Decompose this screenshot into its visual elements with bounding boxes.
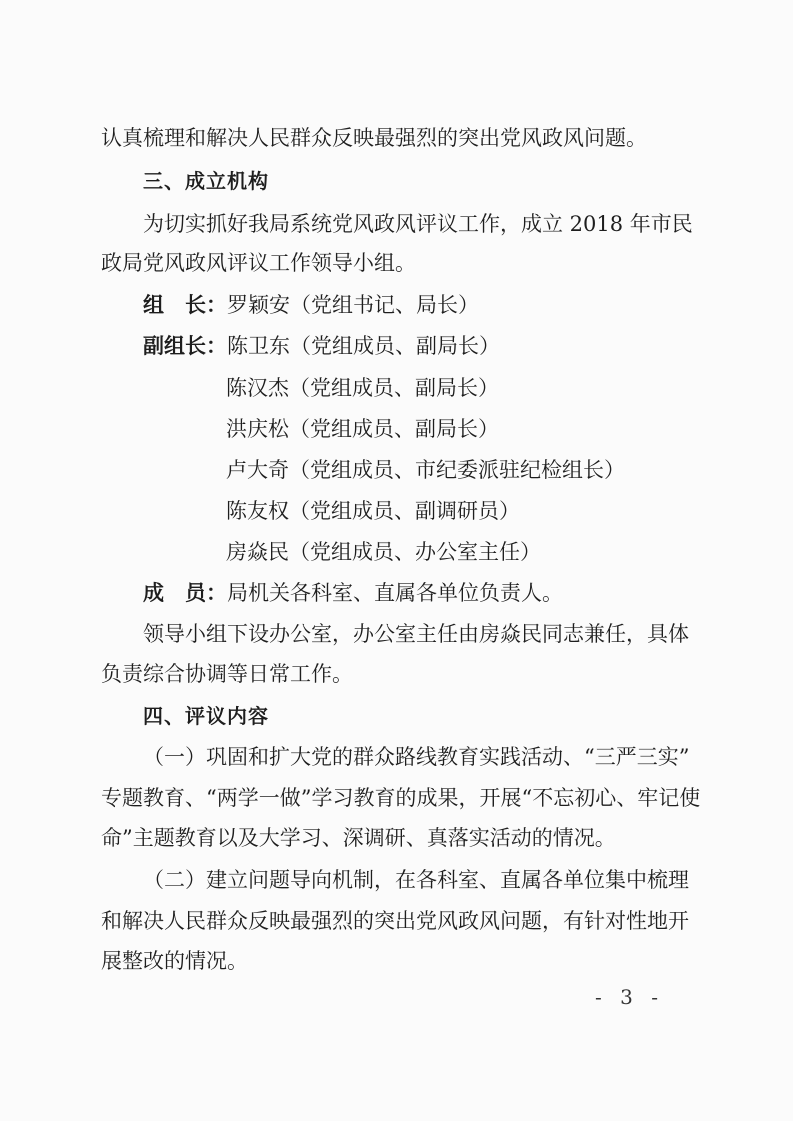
deputy-member: 卢大奇（党组成员、市纪委派驻纪检组长） [226, 458, 625, 482]
paragraph-line: 负责综合协调等日常工作。 [101, 662, 353, 686]
deputy-value: 陈卫东（党组成员、副局长） [227, 334, 500, 358]
paragraph-line: 展整改的情况。 [101, 949, 248, 973]
leader-label: 组 长： [143, 293, 227, 317]
member-value: 局机关各科室、直属各单位负责人。 [227, 581, 563, 605]
deputy-row [143, 331, 500, 361]
deputy-member: 陈友权（党组成员、副调研员） [226, 499, 520, 523]
member-label: 成 员： [143, 581, 227, 605]
paragraph-line: 命”主题教育以及大学习、深调研、真落实活动的情况。 [101, 826, 616, 850]
paragraph-line: 和解决人民群众反映最强烈的突出党风政风问题，有针对性地开 [101, 909, 689, 933]
paragraph-line: 认真梳理和解决人民群众反映最强烈的突出党风政风问题。 [101, 126, 647, 150]
paragraph-line: （一）巩固和扩大党的群众路线教育实践活动、“三严三实” [143, 745, 690, 769]
deputy-member: 陈汉杰（党组成员、副局长） [226, 376, 499, 400]
leader-row [143, 290, 479, 320]
deputy-label: 副组长： [143, 334, 227, 358]
paragraph-line: 为切实抓好我局系统党风政风评议工作，成立 2018 年市民 [143, 212, 693, 236]
section-heading-3: 三、成立机构 [143, 169, 269, 193]
paragraph-line: 专题教育、“两学一做”学习教育的成果，开展“不忘初心、牢记使 [101, 786, 701, 810]
section-heading-4: 四、评议内容 [143, 704, 269, 728]
member-row [143, 578, 563, 608]
page-number: - 3 - [595, 985, 664, 1009]
paragraph-line: （二）建立问题导向机制，在各科室、直属各单位集中梳理 [143, 868, 689, 892]
leader-value: 罗颖安（党组书记、局长） [227, 293, 479, 317]
paragraph-line: 领导小组下设办公室，办公室主任由房焱民同志兼任，具体 [143, 622, 689, 646]
paragraph-line: 政局党风政风评议工作领导小组。 [101, 251, 416, 275]
deputy-member: 房焱民（党组成员、办公室主任） [226, 540, 541, 564]
deputy-member: 洪庆松（党组成员、副局长） [226, 417, 499, 441]
